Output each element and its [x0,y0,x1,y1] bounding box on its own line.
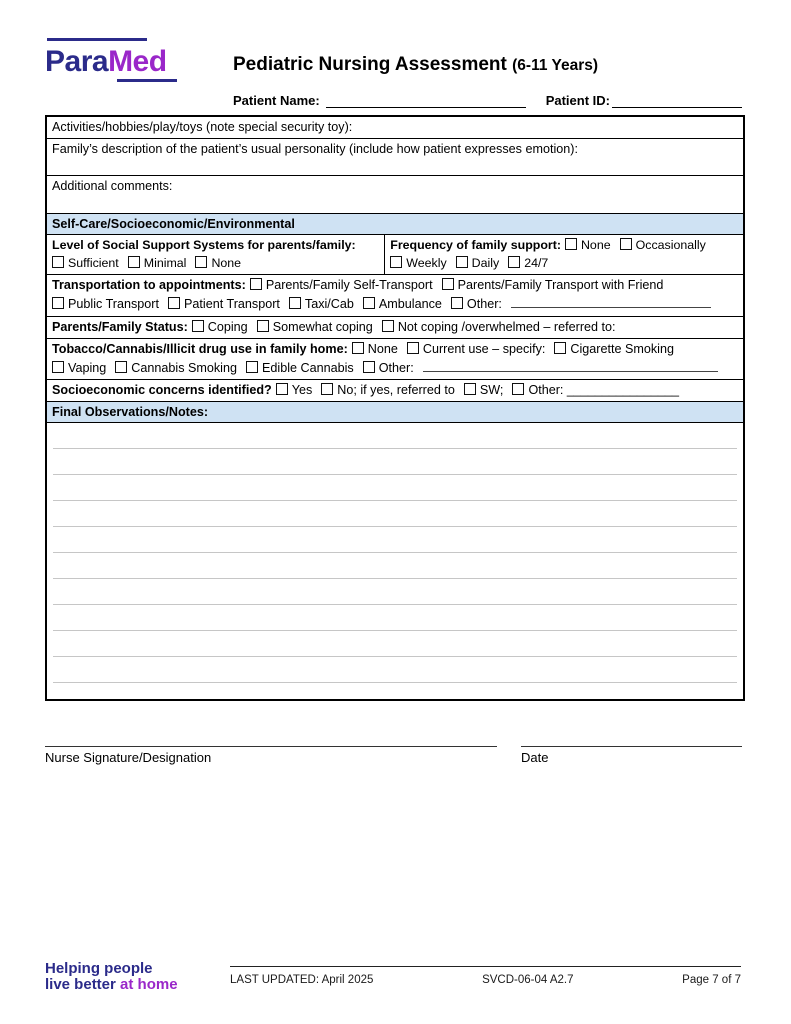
checkbox-icon[interactable] [321,383,333,395]
row-parents-status [47,317,743,339]
checkbox-icon[interactable] [456,256,468,268]
row-social-support [47,235,743,275]
checkbox-icon[interactable] [407,342,419,354]
checkbox-icon[interactable] [382,320,394,332]
checkbox-option[interactable]: 24/7 [508,256,548,270]
checkbox-option[interactable]: No; if yes, referred to [321,383,455,397]
field-label: Transportation to appointments: [52,278,246,292]
field-label: Activities/hobbies/play/toys (note special security toy): [52,120,353,134]
row-family-personality [47,139,743,176]
logo-underline-bar [117,79,177,82]
logo-top-bar [47,38,147,41]
field-label: Socioeconomic concerns identified? [52,383,272,397]
note-line[interactable] [53,605,737,631]
checkbox-option[interactable]: Public Transport [52,297,159,311]
checkbox-icon[interactable] [508,256,520,268]
row-additional-comments [47,176,743,214]
note-line[interactable] [53,553,737,579]
checkbox-icon[interactable] [168,297,180,309]
checkbox-option[interactable]: Taxi/Cab [289,297,354,311]
footer-main [230,966,741,986]
logo-text-para: Para [45,45,109,78]
checkbox-option[interactable]: Weekly [390,256,446,270]
checkbox-option[interactable]: None [352,342,398,356]
checkbox-icon[interactable] [512,383,524,395]
note-line[interactable] [53,631,737,657]
checkbox-option[interactable]: Cigarette Smoking [554,342,674,356]
row-socioeconomic [47,380,743,402]
checkbox-icon[interactable] [554,342,566,354]
field-label: Frequency of family support: [390,238,561,252]
patient-id-field[interactable] [612,92,742,108]
checkbox-icon[interactable] [115,361,127,373]
checkbox-icon[interactable] [52,256,64,268]
checkbox-icon[interactable] [352,342,364,354]
checkbox-icon[interactable] [464,383,476,395]
checkbox-option[interactable]: Patient Transport [168,297,280,311]
checkbox-option[interactable]: Occasionally [620,238,706,252]
field-label: Level of Social Support Systems for parents/family: [52,238,356,252]
checkbox-icon[interactable] [390,256,402,268]
checkbox-icon[interactable] [192,320,204,332]
tagline-line1: Helping people [45,960,153,977]
checkbox-option[interactable]: Vaping [52,361,106,375]
note-line[interactable] [53,475,737,501]
row-selfcare-section [47,214,743,235]
note-line[interactable] [53,579,737,605]
row-transportation [47,275,743,317]
patient-name-label: Patient Name: [233,93,320,108]
note-line[interactable] [53,501,737,527]
paramed-logo [45,38,167,78]
cell-social-support-right [385,235,743,274]
checkbox-icon[interactable] [52,297,64,309]
checkbox-option[interactable]: Current use – specify: [407,342,546,356]
checkbox-option[interactable]: SW; [464,383,504,397]
checkbox-option[interactable]: Other: [451,297,502,311]
page-title-main: Pediatric Nursing Assessment [233,54,507,75]
checkbox-icon[interactable] [250,278,262,290]
checkbox-icon[interactable] [246,361,258,373]
checkbox-icon[interactable] [620,238,632,250]
date-block [521,746,742,765]
nurse-signature-label: Nurse Signature/Designation [45,750,212,765]
checkbox-icon[interactable] [363,361,375,373]
checkbox-option[interactable]: Other: [363,361,414,375]
checkbox-icon[interactable] [363,297,375,309]
note-line[interactable] [53,423,737,449]
checkbox-icon[interactable] [257,320,269,332]
checkbox-icon[interactable] [128,256,140,268]
patient-info-line [233,92,742,108]
checkbox-option[interactable]: Not coping /overwhelmed – referred to: [382,320,616,334]
checkbox-option[interactable]: Other: ________________ [512,383,679,397]
logo-text-med: Med [108,45,167,78]
note-line[interactable] [53,657,737,683]
field-label: Self-Care/Socioeconomic/Environmental [52,217,295,231]
assessment-table [45,115,745,701]
checkbox-option[interactable]: Cannabis Smoking [115,361,237,375]
checkbox-option[interactable]: Parents/Family Transport with Friend [442,278,664,292]
row-activities [47,117,743,139]
checkbox-option[interactable]: Somewhat coping [257,320,373,334]
row-final-observations [47,402,743,423]
patient-id-label: Patient ID: [545,93,610,108]
field-label: Final Observations/Notes: [52,405,209,419]
checkbox-icon[interactable] [451,297,463,309]
checkbox-icon[interactable] [276,383,288,395]
row-tobacco [47,339,743,380]
checkbox-icon[interactable] [195,256,207,268]
checkbox-option[interactable]: Sufficient [52,256,119,270]
footer-last-updated: LAST UPDATED: April 2025 [230,974,374,986]
checkbox-option[interactable]: Yes [276,383,313,397]
checkbox-option[interactable]: None [565,238,611,252]
checkbox-icon[interactable] [289,297,301,309]
footer-page-number: Page 7 of 7 [682,974,741,986]
write-in-line[interactable] [511,294,711,308]
footer-tagline [45,961,178,993]
nurse-signature-block [45,746,497,765]
checkbox-option[interactable]: Minimal [128,256,187,270]
checkbox-option[interactable]: None [195,256,241,270]
page-title [233,54,598,76]
patient-name-field[interactable] [326,92,526,108]
checkbox-icon[interactable] [442,278,454,290]
tagline-line2 [45,977,178,993]
cell-social-support-left [47,235,385,274]
field-label: Tobacco/Cannabis/Illicit drug use in family home: [52,342,348,356]
date-label: Date [521,750,549,765]
tagline-accent-text: at home [120,976,178,993]
checkbox-option[interactable]: Parents/Family Self-Transport [250,278,433,292]
write-in-line[interactable] [423,358,718,372]
footer-doc-code: SVCD-06-04 A2.7 [482,974,574,986]
checkbox-option[interactable]: Edible Cannabis [246,361,354,375]
row-notes [47,423,743,699]
checkbox-icon[interactable] [565,238,577,250]
tagline-line2-text: live better [45,976,116,993]
checkbox-icon[interactable] [52,361,64,373]
page-title-age-range: (6-11 Years) [512,57,599,74]
note-line[interactable] [53,527,737,553]
field-label: Additional comments: [52,179,173,193]
checkbox-option[interactable]: Ambulance [363,297,442,311]
note-line[interactable] [53,449,737,475]
field-label: Parents/Family Status: [52,320,188,334]
field-label: Family’s description of the patient’s usual personality (include how patient expresses emotion): [52,142,578,156]
checkbox-option[interactable]: Daily [456,256,500,270]
checkbox-option[interactable]: Coping [192,320,248,334]
